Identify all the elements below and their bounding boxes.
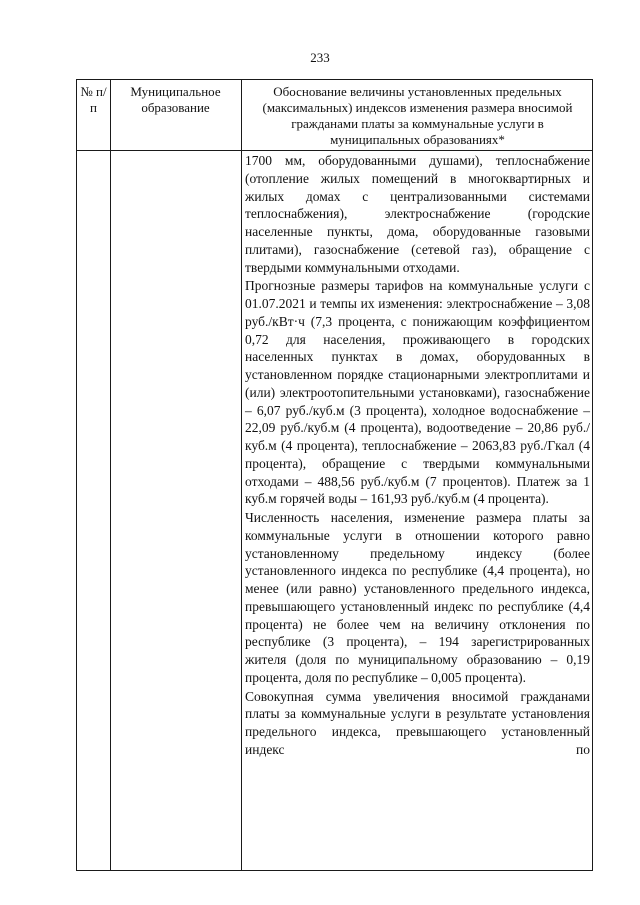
paragraph-tariff-forecast: Прогнозные размеры тарифов на коммунальные услуги с 01.07.2021 и темпы их изменения: электроснабжение – 3,08 руб./кВт·ч (7,3 процента, с понижающим коэффициентом 0,72 для населения, проживающего в городских населенных пунктах в домах, оборудованных в установленном порядке стационарными электроплитами и (или) электроотопительными установками), газоснабжение – 6,07 руб./куб.м (3 процента), холодное водоснабжение – 22,09 руб./куб.м (4 процента), водоотведение – 20,86 руб./куб.м (4 процента), теплоснабжение – 2063,83 руб./Гкал (4 процента), обращение с твердыми коммунальными отходами – 488,56 руб./куб.м (7 процентов). Платеж за 1 куб.м горячей воды – 161,93 руб./куб.м (4 процента). <box>245 278 590 507</box>
page-number: 233 <box>310 50 330 65</box>
justification-cell <box>245 152 590 759</box>
column-divider <box>110 80 111 870</box>
header-number: № п/п <box>80 84 107 115</box>
column-divider <box>241 80 242 870</box>
paragraph-utilities-list: 1700 мм, оборудованными душами), теплоснабжение (отопление жилых помещений в многоквартирных и жилых домах с централизованными системами теплоснабжения), электроснабжение (городские населенные пункты, дома, оборудованные газовыми плитами), газоснабжение (сетевой газ), обращение с твердыми коммунальными отходами. <box>245 153 590 275</box>
justification-table <box>76 79 593 871</box>
header-divider <box>77 150 592 151</box>
paragraph-total-increase: Совокупная сумма увеличения вносимой гражданами платы за коммунальные услуги в результате установления предельного индекса, превышающего установленный индекс по <box>245 688 590 757</box>
paragraph-population: Численность населения, изменение размера платы за коммунальные услуги в отношении которого равно установленному предельному индексу (более установленного индекса по республике (4,4 процента), но менее (или равно) установленного предельного индекса, превышающего установленный индекс по республике (4,4 процента) не более чем на величину отклонения по республике (3 процента), – 194 зарегистрированных жителя (доля по муниципальному образованию – 0,19 процента, доля по республике – 0,005 процента). <box>245 510 590 685</box>
header-municipality: Муниципальное образование <box>130 84 221 115</box>
header-justification: Обоснование величины установленных предельных (максимальных) индексов изменения размера вносимой гражданами платы за коммунальные услуги в муниципальных образованиях* <box>262 84 573 147</box>
